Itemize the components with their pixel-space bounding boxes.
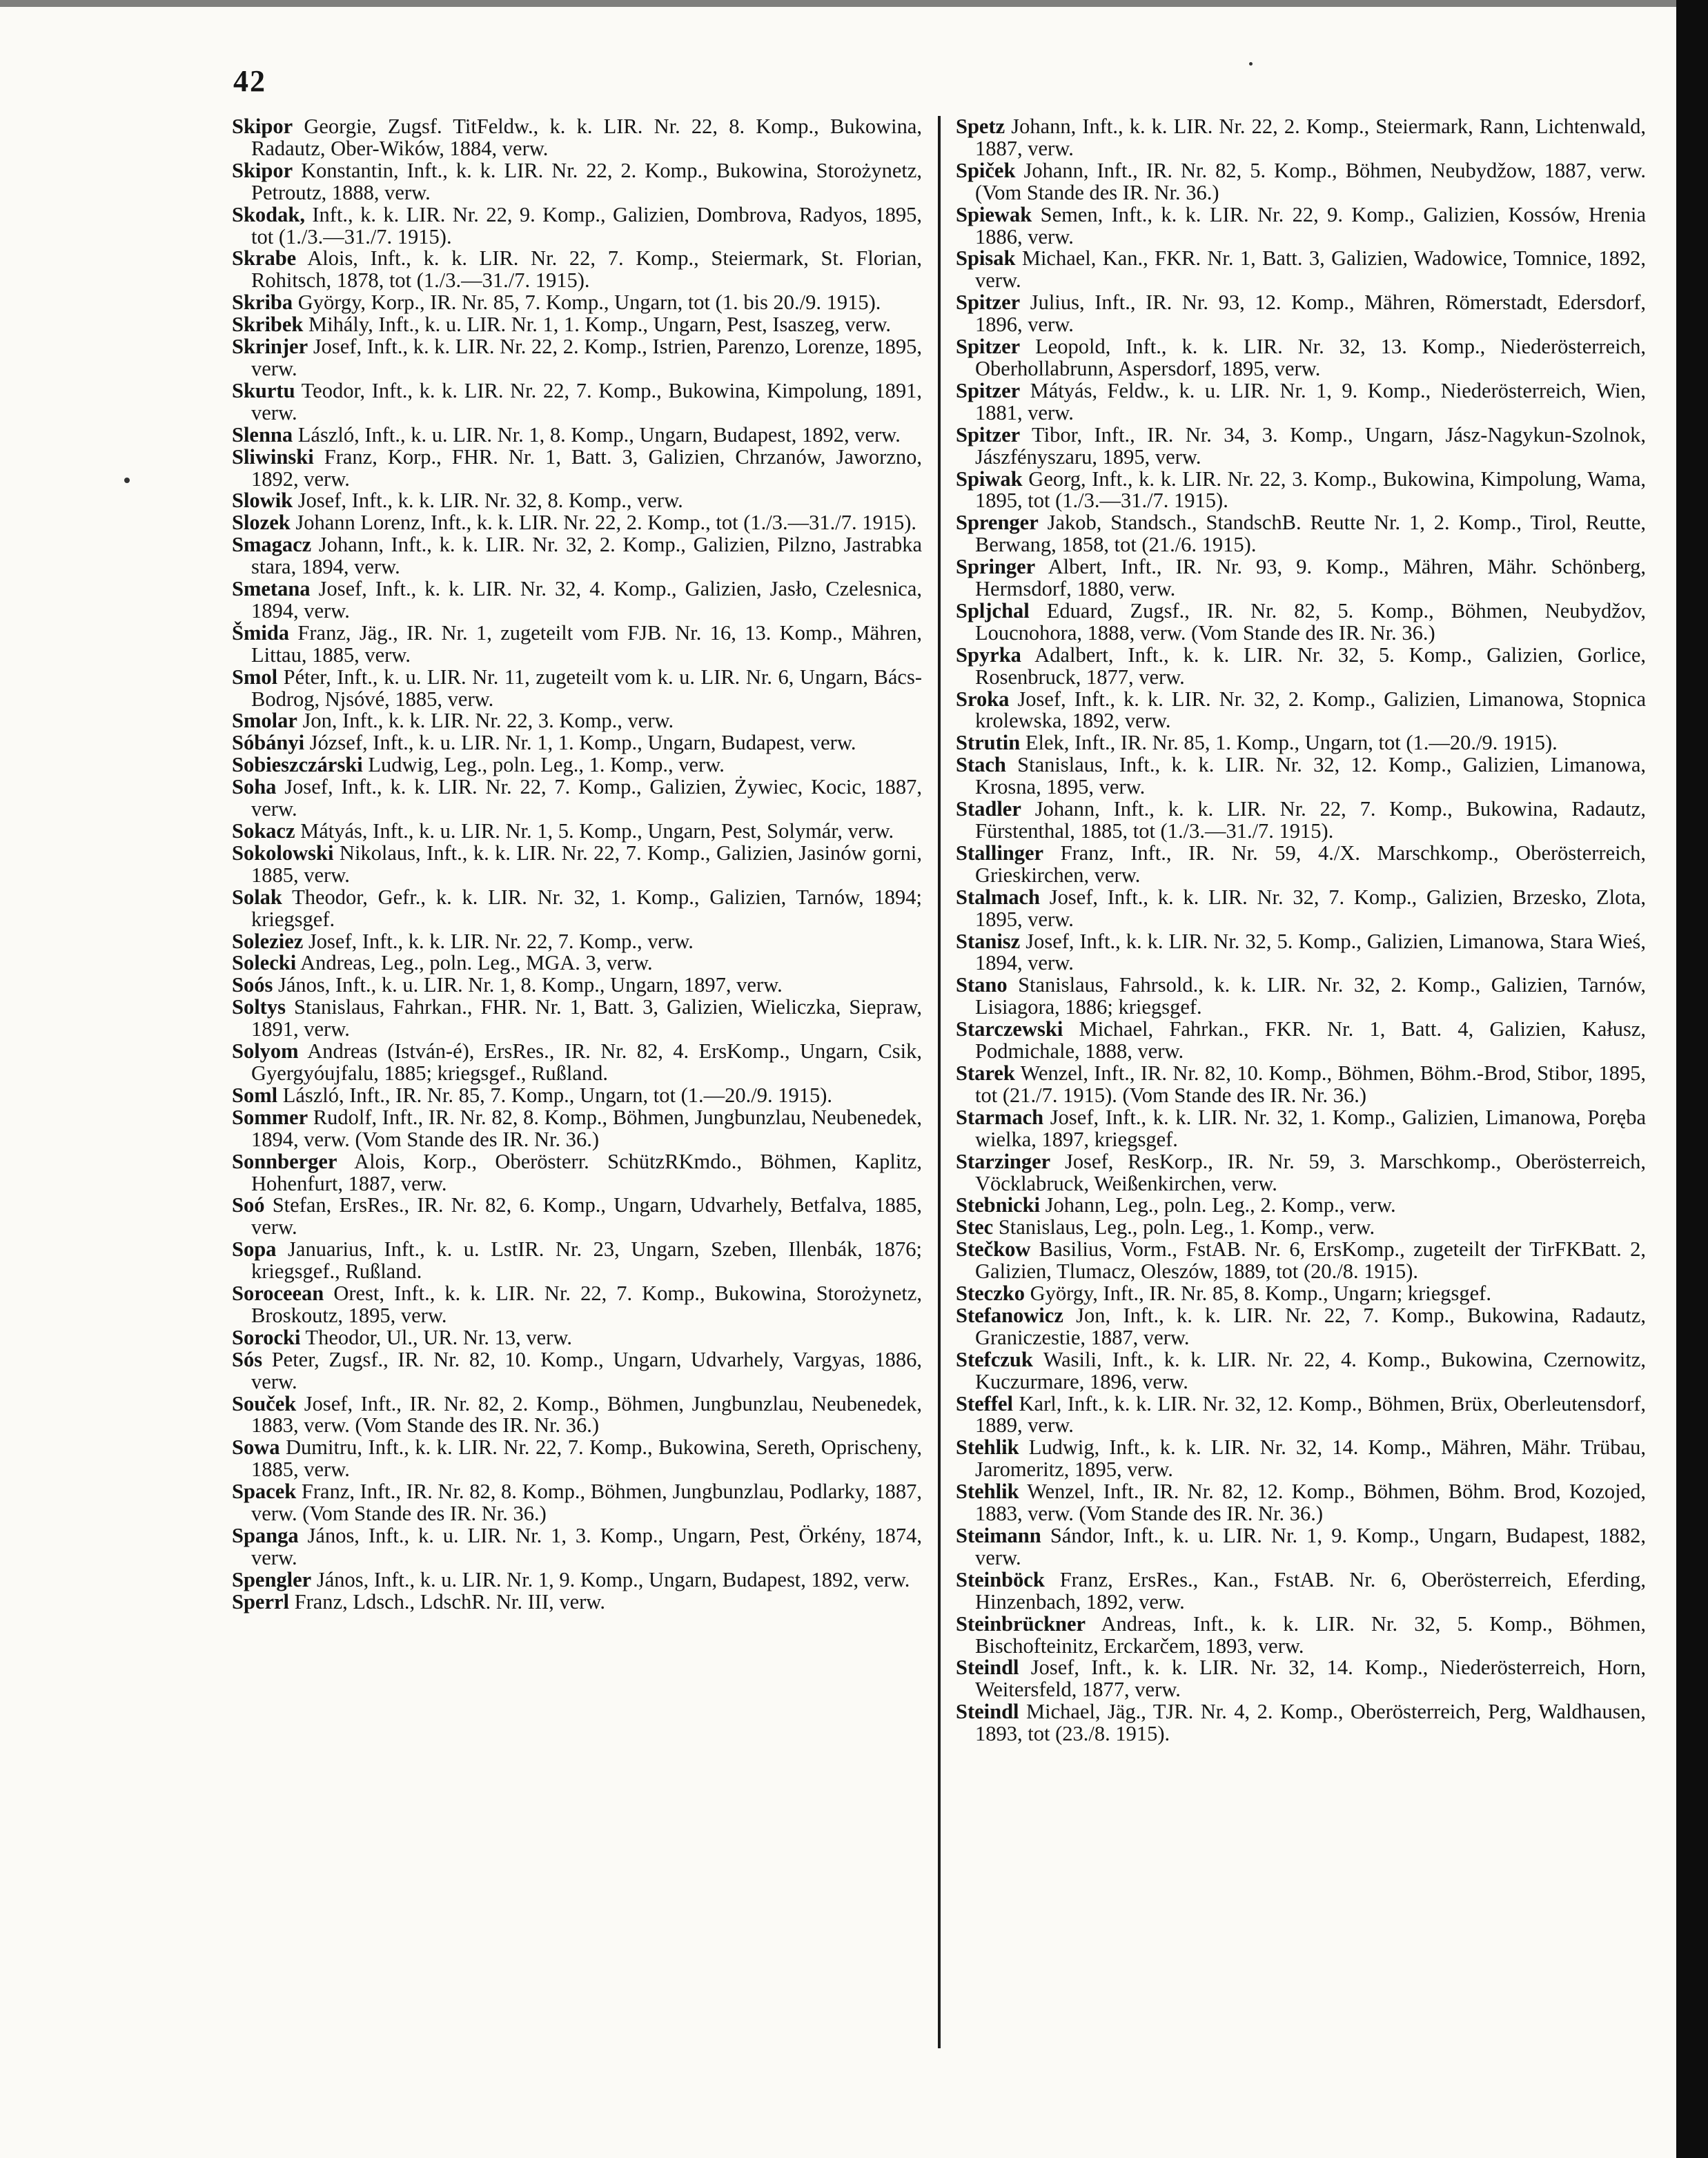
register-entry	[956, 1195, 1646, 1217]
entry-details: Wenzel, Inft., IR. Nr. 82, 10. Komp., Böhmen, Böhm.-Brod, Stibor, 1895, tot (21./7. 1915). (Vom Stande des IR. Nr. 36.)	[975, 1061, 1646, 1107]
entry-surname: Stalmach	[956, 885, 1040, 909]
entry-details: János, Inft., k. u. LIR. Nr. 1, 9. Komp., Ungarn, Budapest, 1892, verw.	[316, 1567, 910, 1591]
entry-details: Johann, Inft., k. k. LIR. Nr. 32, 2. Komp., Galizien, Pilzno, Jastrabka stara, 1894, verw.	[251, 533, 922, 579]
entry-surname: Slozek	[232, 511, 291, 535]
register-entry	[232, 843, 922, 887]
entry-details: László, Inft., IR. Nr. 85, 7. Komp., Ungarn, tot (1.—20./9. 1915).	[282, 1083, 833, 1107]
entry-surname: Sperrl	[232, 1589, 290, 1613]
scan-speck	[1249, 62, 1253, 66]
register-entry	[232, 248, 922, 292]
entry-surname: Stefczuk	[956, 1347, 1033, 1371]
entry-surname: Sóbányi	[232, 731, 305, 755]
entry-details: Josef, Inft., k. k. LIR. Nr. 32, 8. Komp., verw.	[297, 489, 683, 513]
entry-details: Franz, Jäg., IR. Nr. 1, zugeteilt vom FJB. Nr. 16, 13. Komp., Mähren, Littau, 1885, verw.	[251, 620, 923, 667]
entry-details: Jakob, Standsch., StandschB. Reutte Nr. 1, 2. Komp., Tirol, Reutte, Berwang, 1858, tot (21./6. 1915).	[975, 511, 1647, 557]
entry-surname: Smagacz	[232, 533, 312, 557]
entry-details: Franz, Ldsch., LdschR. Nr. III, verw.	[294, 1589, 605, 1613]
entry-details: Leopold, Inft., k. k. LIR. Nr. 32, 13. Komp., Niederösterreich, Oberhollabrunn, Aspersdorf, 1895, verw.	[975, 335, 1646, 380]
entry-details: Josef, Inft., k. k. LIR. Nr. 32, 2. Komp., Galizien, Limanowa, Stopnica krolewska, 1892, verw.	[975, 687, 1647, 733]
register-entry	[232, 1569, 922, 1591]
entry-details: János, Inft., k. u. LIR. Nr. 1, 3. Komp., Ungarn, Pest, Örkény, 1874, verw.	[251, 1524, 923, 1569]
entry-details: Georg, Inft., k. k. LIR. Nr. 22, 3. Komp., Bukowina, Kimpolung, Wama, 1895, tot (1./3.—31./7. 1915).	[975, 467, 1646, 513]
register-entry	[232, 974, 922, 997]
register-entry	[956, 754, 1646, 798]
entry-details: Johann, Inft., IR. Nr. 82, 5. Komp., Böhmen, Neubydžow, 1887, verw. (Vom Stande des IR. Nr. 36.)	[975, 158, 1647, 204]
entry-details: Josef, Inft., IR. Nr. 82, 2. Komp., Böhmen, Jungbunzlau, Neubenedek, 1883, verw. (Vom Stande des IR. Nr. 36.)	[251, 1391, 922, 1438]
register-entry	[956, 336, 1646, 380]
entry-details: János, Inft., k. u. LIR. Nr. 1, 8. Komp., Ungarn, 1897, verw.	[277, 973, 783, 997]
entry-surname: Soós	[232, 973, 273, 997]
register-entry	[956, 116, 1646, 160]
entry-surname: Skrinjer	[232, 335, 308, 359]
entry-details: Teodor, Inft., k. k. LIR. Nr. 22, 7. Komp., Bukowina, Kimpolung, 1891, verw.	[251, 378, 922, 424]
entry-details: Stanislaus, Leg., poln. Leg., 1. Komp., verw.	[998, 1215, 1375, 1239]
entry-surname: Smetana	[232, 577, 311, 601]
entry-surname: Smol	[232, 665, 278, 689]
entry-surname: Steindl	[956, 1700, 1019, 1724]
entry-surname: Souček	[232, 1391, 297, 1415]
register-entry	[232, 534, 922, 578]
entry-details: Nikolaus, Inft., k. k. LIR. Nr. 22, 7. Komp., Galizien, Jasinów gorni, 1885, verw.	[251, 841, 923, 887]
entry-surname: Soha	[232, 775, 277, 799]
entry-surname: Stefanowicz	[956, 1303, 1063, 1327]
entry-surname: Skipor	[232, 115, 293, 138]
entry-surname: Sowa	[232, 1435, 280, 1460]
register-entry	[232, 1195, 922, 1239]
entry-details: Inft., k. k. LIR. Nr. 22, 9. Komp., Galizien, Dombrova, Radyos, 1895, tot (1./3.—31./7. 1915).	[251, 202, 923, 248]
register-entry	[232, 1085, 922, 1107]
entry-surname: Sonnberger	[232, 1149, 337, 1173]
entry-details: Alois, Inft., k. k. LIR. Nr. 22, 7. Komp., Steiermark, St. Florian, Rohitsch, 1878, tot (1./3.—31./7. 1915).	[251, 246, 922, 293]
entry-details: Stefan, ErsRes., IR. Nr. 82, 6. Komp., Ungarn, Udvarhely, Betfalva, 1885, verw.	[251, 1193, 922, 1239]
entry-details: Stanislaus, Fahrsold., k. k. LIR. Nr. 32, 2. Komp., Galizien, Tarnów, Lisiagora, 1886; kriegsgef.	[975, 973, 1647, 1019]
register-entry	[232, 776, 922, 821]
register-entry	[956, 380, 1646, 424]
register-entry	[956, 931, 1646, 975]
entry-details: Josef, Inft., k. k. LIR. Nr. 32, 5. Komp., Galizien, Limanowa, Stara Wieś, 1894, verw.	[975, 929, 1647, 975]
entry-details: Rudolf, Inft., IR. Nr. 82, 8. Komp., Böhmen, Jungbunzlau, Neubenedek, 1894, verw. (Vom Stande des IR. Nr. 36.)	[251, 1105, 922, 1151]
entry-surname: Steffel	[956, 1391, 1013, 1415]
entry-details: Januarius, Inft., k. u. LstIR. Nr. 23, Ungarn, Szeben, Illenbák, 1876; kriegsgef., Rußland.	[251, 1237, 922, 1284]
entry-surname: Stanisz	[956, 929, 1021, 953]
register-entry	[232, 1151, 922, 1195]
entry-surname: Slowik	[232, 489, 293, 513]
register-entry	[956, 512, 1646, 556]
register-entry	[956, 689, 1646, 733]
entry-surname: Spengler	[232, 1567, 312, 1591]
entry-surname: Sommer	[232, 1105, 308, 1129]
register-entry	[956, 645, 1646, 689]
register-entry	[232, 512, 922, 534]
entry-surname: Sokacz	[232, 819, 295, 843]
entry-surname: Spisak	[956, 246, 1016, 271]
register-entry	[232, 1525, 922, 1569]
entry-surname: Starczewski	[956, 1017, 1063, 1041]
entry-surname: Sprenger	[956, 511, 1039, 535]
register-entry	[232, 314, 922, 336]
entry-details: Franz, Inft., IR. Nr. 82, 8. Komp., Böhmen, Jungbunzlau, Podlarky, 1887, verw. (Vom Stande des IR. Nr. 36.)	[251, 1480, 923, 1526]
entry-surname: Stec	[956, 1215, 994, 1239]
entry-details: Alois, Korp., Oberösterr. SchützRKmdo., Böhmen, Kaplitz, Hohenfurt, 1887, verw.	[251, 1149, 922, 1195]
entry-surname: Skriba	[232, 291, 293, 315]
entry-surname: Sokolowski	[232, 841, 334, 865]
entry-surname: Skodak,	[232, 202, 305, 226]
register-entry	[232, 292, 922, 314]
entry-details: Semen, Inft., k. k. LIR. Nr. 22, 9. Komp., Galizien, Kossów, Hrenia 1886, verw.	[975, 202, 1647, 248]
entry-surname: Sorocki	[232, 1325, 301, 1349]
register-entry	[232, 1349, 922, 1393]
register-entry	[232, 821, 922, 843]
entry-details: Mátyás, Inft., k. u. LIR. Nr. 1, 5. Komp., Ungarn, Pest, Solymár, verw.	[300, 819, 894, 843]
entry-details: Tibor, Inft., IR. Nr. 34, 3. Komp., Ungarn, Jász-Nagykun-Szolnok, Jászfényszaru, 1895, verw.	[975, 422, 1647, 469]
entry-surname: Steindl	[956, 1656, 1019, 1680]
entry-surname: Spacek	[232, 1480, 297, 1504]
entry-surname: Sliwinski	[232, 444, 314, 469]
entry-surname: Soltys	[232, 995, 286, 1019]
register-entry	[232, 1041, 922, 1085]
entry-details: Ludwig, Leg., poln. Leg., 1. Komp., verw.	[368, 753, 725, 777]
entry-details: Josef, Inft., k. k. LIR. Nr. 22, 2. Komp., Istrien, Parenzo, Lorenze, 1895, verw.	[251, 335, 923, 380]
entry-details: Mátyás, Feldw., k. u. LIR. Nr. 1, 9. Komp., Niederösterreich, Wien, 1881, verw.	[975, 378, 1646, 424]
right-column	[956, 116, 1646, 1745]
entry-details: Dumitru, Inft., k. k. LIR. Nr. 22, 7. Komp., Bukowina, Sereth, Oprischeny, 1885, verw.	[251, 1435, 922, 1482]
entry-surname: Stano	[956, 973, 1008, 997]
register-entry	[232, 931, 922, 953]
register-entry	[956, 1569, 1646, 1613]
register-entry	[232, 622, 922, 667]
register-entry	[232, 1327, 922, 1349]
entry-details: Johann Lorenz, Inft., k. k. LIR. Nr. 22, 2. Komp., tot (1./3.—31./7. 1915).	[295, 511, 917, 535]
entry-details: Franz, ErsRes., Kan., FstAB. Nr. 6, Oberösterreich, Eferding, Hinzenbach, 1892, verw.	[975, 1567, 1647, 1613]
entry-surname: Stadler	[956, 797, 1021, 821]
register-entry	[956, 1437, 1646, 1481]
entry-details: Johann, Leg., poln. Leg., 2. Komp., verw.	[1045, 1193, 1396, 1217]
entry-surname: Stach	[956, 753, 1006, 777]
entry-surname: Starek	[956, 1061, 1015, 1085]
entry-surname: Smolar	[232, 709, 297, 733]
register-entry	[956, 1107, 1646, 1151]
register-entry	[956, 1349, 1646, 1393]
register-entry	[232, 952, 922, 974]
register-entry	[232, 204, 922, 248]
scan-speck	[124, 478, 130, 483]
entry-surname: Spitzer	[956, 335, 1021, 359]
entry-details: Jon, Inft., k. k. LIR. Nr. 22, 3. Komp., verw.	[302, 709, 674, 733]
register-entry	[232, 424, 922, 447]
column-divider	[938, 116, 941, 2048]
entry-surname: Stebnicki	[956, 1193, 1041, 1217]
entry-details: Josef, Inft., k. k. LIR. Nr. 22, 7. Komp., Galizien, Żywiec, Kocic, 1887, verw.	[251, 775, 922, 821]
register-entry	[956, 843, 1646, 887]
entry-details: József, Inft., k. u. LIR. Nr. 1, 1. Komp., Ungarn, Budapest, verw.	[309, 731, 856, 755]
register-entry	[232, 1437, 922, 1481]
entry-details: Josef, Inft., k. k. LIR. Nr. 32, 1. Komp., Galizien, Limanowa, Poręba wielka, 1897, kriegsgef.	[975, 1105, 1646, 1151]
entry-details: Péter, Inft., k. u. LIR. Nr. 11, zugeteilt vom k. u. LIR. Nr. 6, Ungarn, Bács-Bodrog, Njsóvé, 1885, verw.	[251, 665, 923, 711]
entry-surname: Solak	[232, 885, 282, 909]
entry-surname: Spyrka	[956, 643, 1021, 667]
register-entry	[232, 1393, 922, 1438]
register-entry	[956, 1613, 1646, 1658]
entry-details: Albert, Inft., IR. Nr. 93, 9. Komp., Mähren, Mähr. Schönberg, Hermsdorf, 1880, verw.	[975, 555, 1646, 601]
entry-details: Josef, Inft., k. k. LIR. Nr. 32, 14. Komp., Niederösterreich, Horn, Weitersfeld, 1877, verw.	[975, 1656, 1646, 1702]
entry-details: Wasili, Inft., k. k. LIR. Nr. 22, 4. Komp., Bukowina, Czernowitz, Kuczurmare, 1896, verw.	[975, 1347, 1646, 1393]
register-entry	[956, 1525, 1646, 1569]
entry-surname: Spiwak	[956, 467, 1023, 491]
entry-details: Josef, Inft., k. k. LIR. Nr. 32, 4. Komp., Galizien, Jasło, Czelesnica, 1894, verw.	[251, 577, 923, 622]
register-entry	[232, 336, 922, 380]
entry-details: Jon, Inft., k. k. LIR. Nr. 22, 7. Komp., Bukowina, Radautz, Graniczestie, 1887, verw.	[975, 1303, 1646, 1349]
register-entry	[956, 292, 1646, 336]
entry-details: Johann, Inft., k. k. LIR. Nr. 22, 7. Komp., Bukowina, Radautz, Fürstenthal, 1885, tot (1./3.—31./7. 1915).	[975, 797, 1646, 843]
entry-surname: Steczko	[956, 1282, 1025, 1306]
entry-surname: Steinbrückner	[956, 1611, 1086, 1636]
entry-details: Theodor, Ul., UR. Nr. 13, verw.	[305, 1325, 572, 1349]
register-entry	[232, 1481, 922, 1525]
entry-details: Stanislaus, Inft., k. k. LIR. Nr. 32, 12. Komp., Galizien, Limanowa, Krosna, 1895, verw.	[975, 753, 1647, 799]
entry-details: Sándor, Inft., k. u. LIR. Nr. 1, 9. Komp., Ungarn, Budapest, 1882, verw.	[975, 1524, 1646, 1569]
entry-details: Andreas, Inft., k. k. LIR. Nr. 32, 5. Komp., Böhmen, Bischofteinitz, Erckarčem, 1893, verw.	[975, 1611, 1646, 1658]
register-entry	[956, 424, 1646, 469]
entry-surname: Sobieszczárski	[232, 753, 363, 777]
entry-details: László, Inft., k. u. LIR. Nr. 1, 8. Komp., Ungarn, Budapest, 1892, verw.	[297, 422, 901, 447]
entry-details: Josef, ResKorp., IR. Nr. 59, 3. Marschkomp., Oberösterreich, Vöcklabruck, Weißenkirchen, verw.	[975, 1149, 1646, 1195]
register-entry	[232, 997, 922, 1041]
register-entry	[956, 469, 1646, 513]
register-entry	[232, 1591, 922, 1613]
entry-surname: Steimann	[956, 1524, 1041, 1547]
entry-surname: Starzinger	[956, 1149, 1051, 1173]
entry-details: György, Inft., IR. Nr. 85, 8. Komp., Ungarn; kriegsgef.	[1030, 1282, 1491, 1306]
register-entry	[956, 1283, 1646, 1305]
entry-surname: Šmida	[232, 620, 290, 645]
entry-details: Johann, Inft., k. k. LIR. Nr. 22, 2. Komp., Steiermark, Rann, Lichtenwald, 1887, verw.	[975, 115, 1646, 160]
register-entry	[956, 1305, 1646, 1349]
register-entry	[956, 160, 1646, 204]
scan-top-edge	[0, 0, 1708, 7]
entry-surname: Slenna	[232, 422, 293, 447]
register-entry	[232, 1283, 922, 1327]
entry-surname: Solyom	[232, 1039, 299, 1063]
register-entry	[232, 1239, 922, 1283]
entry-surname: Stehlik	[956, 1480, 1019, 1504]
scan-right-border	[1676, 0, 1708, 2158]
entry-surname: Stallinger	[956, 841, 1044, 865]
register-entry	[232, 1107, 922, 1151]
entry-surname: Spetz	[956, 115, 1005, 138]
entry-details: Georgie, Zugsf. TitFeldw., k. k. LIR. Nr. 22, 8. Komp., Bukowina, Radautz, Ober-Wików, 1884, verw.	[251, 115, 923, 160]
entry-surname: Skipor	[232, 158, 293, 182]
register-entry	[956, 1019, 1646, 1063]
entry-details: Michael, Jäg., TJR. Nr. 4, 2. Komp., Oberösterreich, Perg, Waldhausen, 1893, tot (23./8. 1915).	[975, 1700, 1646, 1746]
register-entry	[232, 732, 922, 754]
register-entry	[956, 1151, 1646, 1195]
register-entry	[956, 204, 1646, 248]
entry-surname: Soroceean	[232, 1282, 324, 1306]
entry-surname: Spitzer	[956, 378, 1021, 402]
entry-surname: Solecki	[232, 951, 297, 975]
entry-details: Franz, Korp., FHR. Nr. 1, Batt. 3, Galizien, Chrzanów, Jaworzno, 1892, verw.	[251, 444, 922, 491]
entry-surname: Spitzer	[956, 291, 1021, 315]
entry-surname: Soml	[232, 1083, 278, 1107]
register-entry	[232, 667, 922, 711]
register-entry	[956, 1481, 1646, 1525]
entry-details: Stanislaus, Fahrkan., FHR. Nr. 1, Batt. 3, Galizien, Wieliczka, Siepraw, 1891, verw.	[251, 995, 922, 1041]
entry-details: Elek, Inft., IR. Nr. 85, 1. Komp., Ungarn, tot (1.—20./9. 1915).	[1025, 731, 1558, 755]
register-entry	[232, 887, 922, 931]
entry-details: Josef, Inft., k. k. LIR. Nr. 32, 7. Komp., Galizien, Brzesko, Zlota, 1895, verw.	[975, 885, 1646, 931]
entry-details: Josef, Inft., k. k. LIR. Nr. 22, 7. Komp., verw.	[308, 929, 694, 953]
register-entry	[956, 798, 1646, 843]
entry-surname: Skribek	[232, 313, 304, 337]
entry-surname: Sopa	[232, 1237, 277, 1262]
entry-details: Michael, Fahrkan., FKR. Nr. 1, Batt. 4, Galizien, Kałusz, Podmichale, 1888, verw.	[975, 1017, 1646, 1063]
register-entry	[232, 710, 922, 732]
register-entry	[956, 1239, 1646, 1283]
entry-details: Wenzel, Inft., IR. Nr. 82, 12. Komp., Böhmen, Böhm. Brod, Kozojed, 1883, verw. (Vom Stande des IR. Nr. 36.)	[975, 1480, 1647, 1526]
register-entry	[232, 490, 922, 512]
register-entry	[232, 444, 922, 491]
register-entry	[232, 754, 922, 776]
entry-surname: Spiček	[956, 158, 1016, 182]
entry-details: György, Korp., IR. Nr. 85, 7. Komp., Ungarn, tot (1. bis 20./9. 1915).	[297, 291, 881, 315]
left-column	[232, 116, 922, 1613]
entry-surname: Sós	[232, 1347, 263, 1371]
entry-surname: Soó	[232, 1193, 265, 1217]
register-entry	[232, 116, 922, 160]
register-entry	[956, 1217, 1646, 1239]
register-entry	[956, 1393, 1646, 1438]
entry-surname: Springer	[956, 555, 1036, 579]
entry-surname: Stehlik	[956, 1435, 1019, 1460]
entry-surname: Skrabe	[232, 246, 297, 271]
entry-details: Michael, Kan., FKR. Nr. 1, Batt. 3, Galizien, Wadowice, Tomnice, 1892, verw.	[975, 246, 1647, 293]
entry-surname: Spljchal	[956, 598, 1030, 622]
register-entry	[232, 578, 922, 622]
entry-details: Mihály, Inft., k. u. LIR. Nr. 1, 1. Komp., Ungarn, Pest, Isaszeg, verw.	[308, 313, 892, 337]
entry-details: Basilius, Vorm., FstAB. Nr. 6, ErsKomp., zugeteilt der TirFKBatt. 2, Galizien, Tlumacz, Oleszów, 1889, tot (20./8. 1915).	[975, 1237, 1646, 1284]
entry-details: Karl, Inft., k. k. LIR. Nr. 32, 12. Komp., Böhmen, Brüx, Oberleutensdorf, 1889, verw.	[975, 1391, 1646, 1438]
entry-surname: Sroka	[956, 687, 1010, 711]
entry-surname: Skurtu	[232, 378, 295, 402]
register-entry	[956, 556, 1646, 600]
register-entry	[956, 248, 1646, 292]
page-number: 42	[233, 64, 266, 98]
register-entry	[956, 974, 1646, 1019]
entry-details: Konstantin, Inft., k. k. LIR. Nr. 22, 2. Komp., Bukowina, Storożynetz, Petroutz, 1888, verw.	[251, 158, 922, 204]
entry-surname: Spiewak	[956, 202, 1032, 226]
entry-details: Andreas, Leg., poln. Leg., MGA. 3, verw.	[300, 951, 653, 975]
entry-surname: Spanga	[232, 1524, 299, 1547]
register-entry	[232, 160, 922, 204]
entry-details: Franz, Inft., IR. Nr. 59, 4./X. Marschkomp., Oberösterreich, Grieskirchen, verw.	[975, 841, 1647, 887]
entry-details: Eduard, Zugsf., IR. Nr. 82, 5. Komp., Böhmen, Neubydžov, Loucnohora, 1888, verw. (Vom Stande des IR. Nr. 36.)	[975, 598, 1646, 645]
entry-details: Peter, Zugsf., IR. Nr. 82, 10. Komp., Ungarn, Udvarhely, Vargyas, 1886, verw.	[251, 1347, 923, 1393]
register-entry	[956, 887, 1646, 931]
entry-details: Julius, Inft., IR. Nr. 93, 12. Komp., Mähren, Römerstadt, Edersdorf, 1896, verw.	[975, 291, 1647, 337]
entry-surname: Spitzer	[956, 422, 1021, 447]
register-entry	[956, 1657, 1646, 1701]
register-entry	[956, 732, 1646, 754]
register-entry	[956, 1063, 1646, 1107]
register-entry	[956, 600, 1646, 645]
entry-surname: Strutin	[956, 731, 1021, 755]
entry-details: Theodor, Gefr., k. k. LIR. Nr. 32, 1. Komp., Galizien, Tarnów, 1894; kriegsgef.	[251, 885, 923, 931]
entry-details: Orest, Inft., k. k. LIR. Nr. 22, 7. Komp., Bukowina, Storożynetz, Broskoutz, 1895, verw.	[251, 1282, 922, 1327]
entry-surname: Starmach	[956, 1105, 1044, 1129]
register-entry	[956, 1701, 1646, 1745]
entry-surname: Steinböck	[956, 1567, 1045, 1591]
entry-details: Andreas (István-é), ErsRes., IR. Nr. 82, 4. ErsKomp., Ungarn, Csik, Gyergyóujfalu, 1885; kriegsgef., Rußland.	[251, 1039, 922, 1085]
register-entry	[232, 380, 922, 424]
entry-details: Adalbert, Inft., k. k. LIR. Nr. 32, 5. Komp., Galizien, Gorlice, Rosenbruck, 1877, verw.	[975, 643, 1646, 689]
entry-details: Ludwig, Inft., k. k. LIR. Nr. 32, 14. Komp., Mähren, Mähr. Trübau, Jaromeritz, 1895, verw.	[975, 1435, 1647, 1482]
entry-surname: Soleziez	[232, 929, 304, 953]
entry-surname: Stečkow	[956, 1237, 1031, 1262]
